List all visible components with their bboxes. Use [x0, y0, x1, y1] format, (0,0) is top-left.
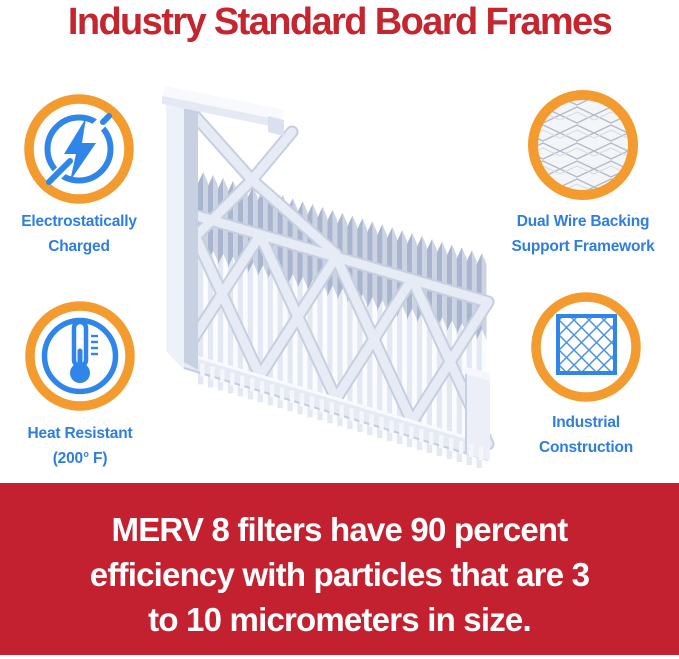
filter-pleats [198, 172, 487, 468]
feature-label-line2: (200° F) [52, 450, 108, 467]
feature-label-line1: Dual Wire Backing [516, 213, 650, 230]
feature-label [500, 410, 672, 460]
lightning-anti-static-icon [22, 92, 136, 206]
feature-dual-wire-backing [495, 88, 671, 259]
feature-label-line1: Electrostatically [21, 213, 137, 230]
feature-label [0, 421, 160, 471]
feature-label-line2: Charged [48, 238, 110, 255]
page-title: Industry Standard Board Frames [67, 1, 612, 43]
feature-label-line1: Heat Resistant [27, 425, 133, 442]
wire-mesh-icon [526, 88, 640, 202]
banner-line2: efficiency with particles that are 3 [89, 556, 590, 593]
feature-label [495, 209, 671, 259]
feature-label-line2: Support Framework [511, 238, 655, 255]
feature-heat-resistant [0, 299, 160, 471]
banner-line1: MERV 8 filters have 90 percent [111, 511, 568, 548]
feature-label [0, 209, 158, 259]
feature-industrial-construction [500, 290, 672, 460]
feature-electrostatically-charged [0, 92, 158, 259]
thermometer-icon [23, 299, 137, 413]
banner-line3: to 10 micrometers in size. [148, 601, 531, 638]
feature-label-line1: Industrial [552, 414, 620, 431]
feature-label-line2: Construction [538, 439, 634, 456]
info-banner [0, 483, 679, 655]
lattice-grid-icon [529, 290, 643, 404]
